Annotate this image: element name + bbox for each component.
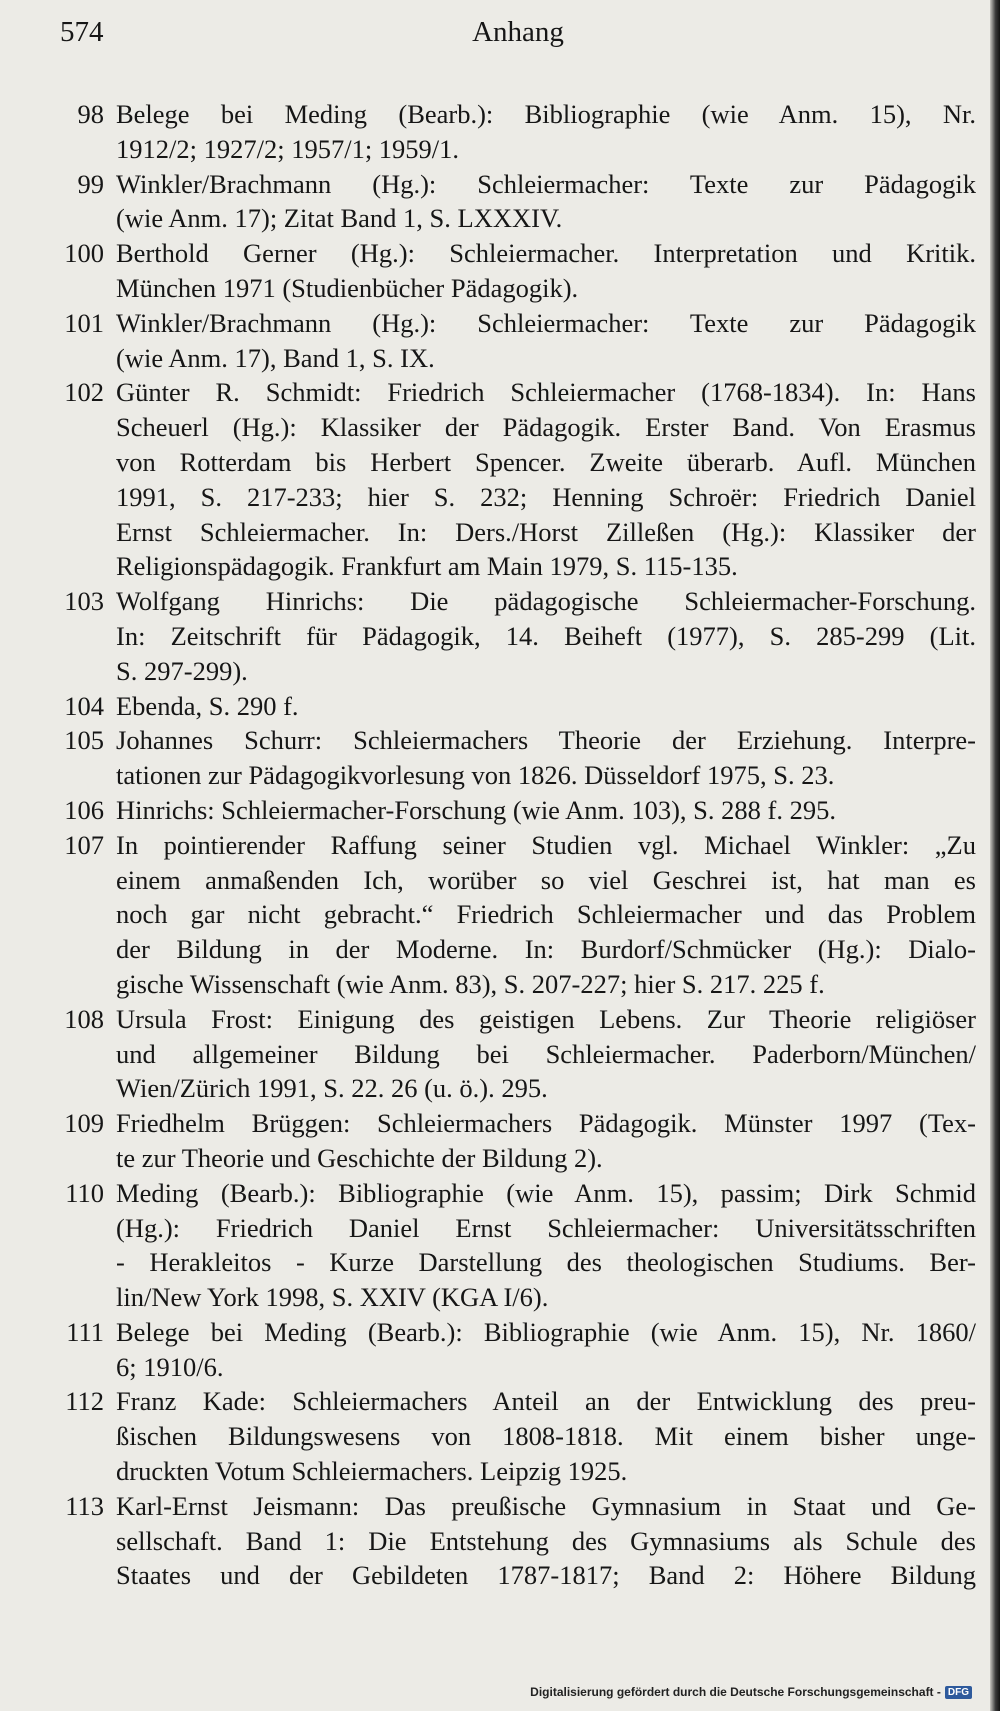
endnote-number: 105	[64, 725, 104, 756]
endnote-number: 107	[64, 829, 104, 860]
endnote-text	[116, 584, 976, 688]
endnote	[58, 97, 978, 167]
endnote-line: und allgemeiner Bildung bei Schleiermacher. Paderborn/München/	[116, 1038, 976, 1069]
endnote-number: 98	[77, 99, 104, 129]
endnote-line: Hinrichs: Schleiermacher-Forschung (wie Anm. 103), S. 288 f. 295.	[116, 794, 836, 825]
endnote-line: 1991, S. 217-233; hier S. 232; Henning Schroër: Friedrich Daniel	[116, 481, 976, 512]
endnote	[58, 828, 978, 1002]
endnote-number: 100	[64, 238, 104, 269]
endnote-line: Franz Kade: Schleiermachers Anteil an der Entwicklung des preu-	[116, 1386, 976, 1417]
endnote-line: In pointierender Raffung seiner Studien vgl. Michael Winkler: „Zu	[116, 829, 976, 860]
endnote-line: S. 297-299).	[116, 655, 248, 686]
endnote-number: 110	[65, 1177, 104, 1208]
endnote-line: - Herakleitos - Kurze Darstellung des theologischen Studiums. Ber-	[116, 1247, 976, 1278]
endnote-number: 104	[64, 690, 104, 721]
endnote-number: 109	[64, 1108, 104, 1139]
endnote-text	[116, 167, 976, 237]
endnote-line: te zur Theorie und Geschichte der Bildung 2).	[116, 1142, 603, 1173]
endnote-number: 101	[64, 307, 104, 338]
endnote-text	[116, 1489, 976, 1593]
endnote-line: Belege bei Meding (Bearb.): Bibliographie (wie Anm. 15), Nr.	[116, 99, 976, 129]
endnote-number: 113	[65, 1490, 104, 1521]
footer-text: Digitalisierung gefördert durch die Deutsche Forschungsgemeinschaft -	[530, 1685, 941, 1699]
running-head: Anhang	[472, 16, 564, 48]
endnote-line: München 1971 (Studienbücher Pädagogik).	[116, 272, 579, 303]
endnote-line: (wie Anm. 17); Zitat Band 1, S. LXXXIV.	[116, 203, 563, 234]
endnote-text	[116, 1384, 976, 1488]
endnote	[58, 1315, 978, 1385]
endnote-number: 102	[64, 377, 104, 408]
endnote-text	[116, 723, 976, 793]
endnote-line: der Bildung in der Moderne. In: Burdorf/Schmücker (Hg.): Dialo-	[116, 934, 976, 965]
endnote	[58, 236, 978, 306]
page-edge-shadow	[990, 0, 1000, 1711]
endnote-line: druckten Votum Schleiermachers. Leipzig 1925.	[116, 1456, 628, 1487]
endnote-text	[116, 793, 976, 828]
endnote-text	[116, 236, 976, 306]
endnote-line: ßischen Bildungswesens von 1808-1818. Mit einem bisher unge-	[116, 1421, 976, 1452]
endnote-line: Staates und der Gebildeten 1787-1817; Band 2: Höhere Bildung	[116, 1560, 976, 1591]
endnote-line: von Rotterdam bis Herbert Spencer. Zweite überarb. Aufl. München	[116, 446, 976, 477]
endnote	[58, 689, 978, 724]
endnote-text	[116, 375, 976, 584]
endnote	[58, 1176, 978, 1315]
endnote-text	[116, 1106, 976, 1176]
endnote-number: 103	[64, 586, 104, 617]
endnote-line: Ernst Schleiermacher. In: Ders./Horst Zilleßen (Hg.): Klassiker der	[116, 516, 976, 547]
endnote-line: lin/New York 1998, S. XXIV (KGA I/6).	[116, 1282, 549, 1313]
endnote-line: 1912/2; 1927/2; 1957/1; 1959/1.	[116, 133, 460, 164]
endnote	[58, 1489, 978, 1593]
endnote-number: 106	[64, 794, 104, 825]
endnote-line: gische Wissenschaft (wie Anm. 83), S. 207-227; hier S. 217. 225 f.	[116, 968, 825, 999]
endnote-text	[116, 828, 976, 1002]
endnote	[58, 1384, 978, 1488]
endnote-line: Günter R. Schmidt: Friedrich Schleiermacher (1768-1834). In: Hans	[116, 377, 976, 408]
endnote	[58, 375, 978, 584]
endnote-line: Winkler/Brachmann (Hg.): Schleiermacher: Texte zur Pädagogik	[116, 307, 976, 338]
endnote-text	[116, 1176, 976, 1315]
endnote-line: Wien/Zürich 1991, S. 22. 26 (u. ö.). 295.	[116, 1073, 548, 1104]
endnote-line: Wolfgang Hinrichs: Die pädagogische Schleiermacher-Forschung.	[116, 586, 976, 617]
endnote-text	[116, 306, 976, 376]
endnote-line: einem anmaßenden Ich, worüber so viel Geschrei ist, hat man es	[116, 864, 976, 895]
endnotes-list	[58, 97, 978, 1593]
endnote	[58, 1002, 978, 1106]
endnote-text	[116, 1315, 976, 1385]
dfg-logo: DFG	[945, 1686, 972, 1699]
endnote-line: tationen zur Pädagogikvorlesung von 1826. Düsseldorf 1975, S. 23.	[116, 760, 835, 791]
endnote-line: Johannes Schurr: Schleiermachers Theorie der Erziehung. Interpre-	[116, 725, 976, 756]
endnote-text	[116, 1002, 976, 1106]
endnote-line: Scheuerl (Hg.): Klassiker der Pädagogik. Erster Band. Von Erasmus	[116, 412, 976, 443]
digitization-footer	[530, 1681, 972, 1703]
endnote	[58, 584, 978, 688]
endnote	[58, 1106, 978, 1176]
endnote	[58, 306, 978, 376]
endnote-text	[116, 97, 976, 167]
endnote-line: sellschaft. Band 1: Die Entstehung des Gymnasiums als Schule des	[116, 1525, 976, 1556]
endnote-line: Ebenda, S. 290 f.	[116, 690, 299, 721]
endnote-line: Friedhelm Brüggen: Schleiermachers Pädagogik. Münster 1997 (Tex-	[116, 1108, 976, 1139]
page-header	[60, 16, 976, 56]
endnote-line: Meding (Bearb.): Bibliographie (wie Anm. 15), passim; Dirk Schmid	[116, 1177, 976, 1208]
endnote-line: Religionspädagogik. Frankfurt am Main 1979, S. 115-135.	[116, 551, 738, 582]
endnote-line: Belege bei Meding (Bearb.): Bibliographie (wie Anm. 15), Nr. 1860/	[116, 1316, 976, 1347]
endnote-line: Winkler/Brachmann (Hg.): Schleiermacher: Texte zur Pädagogik	[116, 168, 976, 199]
endnote-line: Berthold Gerner (Hg.): Schleiermacher. Interpretation und Kritik.	[116, 238, 976, 269]
endnote-number: 99	[77, 168, 104, 199]
endnote	[58, 723, 978, 793]
endnote-number: 111	[66, 1316, 104, 1347]
endnote-line: Ursula Frost: Einigung des geistigen Lebens. Zur Theorie religiöser	[116, 1003, 976, 1034]
endnote	[58, 167, 978, 237]
endnote-text	[116, 689, 976, 724]
endnote-number: 108	[64, 1003, 104, 1034]
endnote-line: noch gar nicht gebracht.“ Friedrich Schleiermacher und das Problem	[116, 899, 976, 930]
endnote-line: Karl-Ernst Jeismann: Das preußische Gymnasium in Staat und Ge-	[116, 1490, 976, 1521]
endnote-line: (Hg.): Friedrich Daniel Ernst Schleiermacher: Universitätsschriften	[116, 1212, 976, 1243]
endnote-line: (wie Anm. 17), Band 1, S. IX.	[116, 342, 435, 373]
endnote-line: In: Zeitschrift für Pädagogik, 14. Beiheft (1977), S. 285-299 (Lit.	[116, 620, 976, 651]
endnote	[58, 793, 978, 828]
page-number: 574	[60, 16, 104, 48]
endnote-line: 6; 1910/6.	[116, 1351, 224, 1382]
endnote-number: 112	[65, 1386, 104, 1417]
